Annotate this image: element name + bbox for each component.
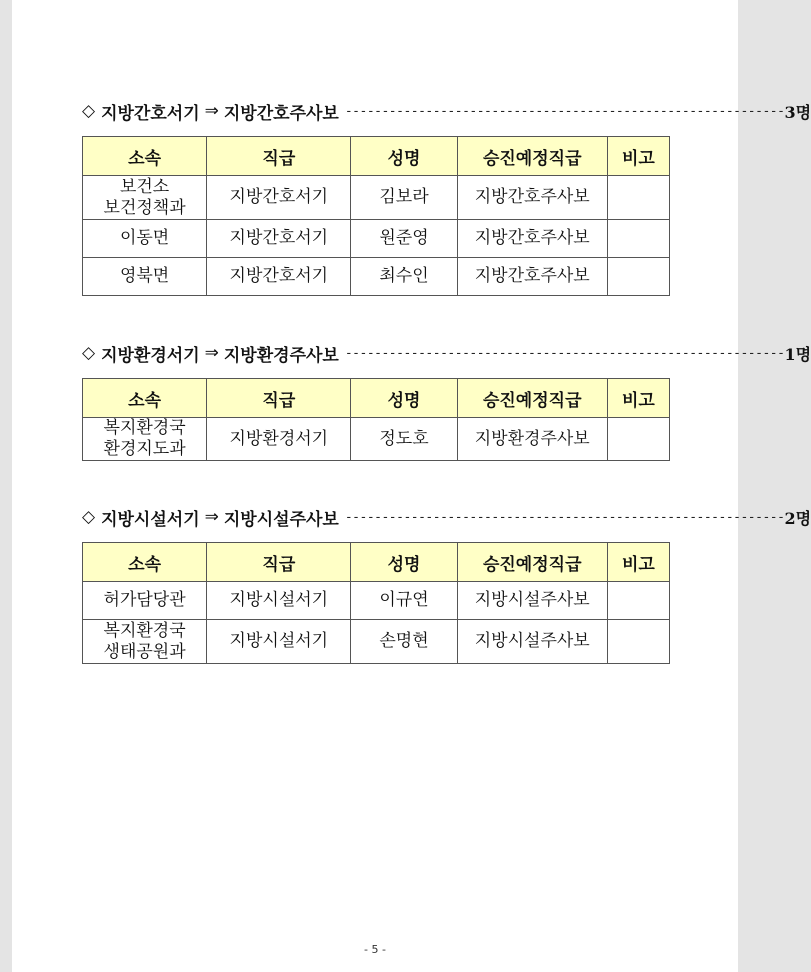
promotion-table [82, 378, 670, 461]
cell-rank: 지방시설서기 [207, 620, 351, 664]
dept-line: 보건소 [119, 176, 170, 197]
to-rank: 지방환경주사보 [223, 345, 339, 366]
cell-dept: 이동면 [83, 220, 207, 258]
diamond-bullet-icon: ◇ [82, 101, 96, 121]
diamond-bullet-icon: ◇ [82, 507, 96, 527]
section-nursing [82, 97, 811, 296]
cell-target: 지방시설주사보 [457, 620, 607, 664]
dept-line: 생태공원과 [103, 641, 186, 662]
to-rank: 지방간호주사보 [223, 103, 339, 124]
header-dept: 소속 [83, 137, 207, 176]
header-target: 승진예정직급 [457, 137, 607, 176]
header-dept: 소속 [83, 543, 207, 582]
arrow-icon: ⇒ [204, 507, 219, 527]
to-rank: 지방시설주사보 [223, 509, 339, 530]
from-rank: 지방간호서기 [101, 103, 200, 124]
cell-dept [83, 418, 207, 461]
section-heading [82, 339, 811, 367]
table-header-row [83, 137, 670, 176]
cell-rank: 지방간호서기 [207, 220, 351, 258]
cell-name: 김보라 [351, 176, 457, 220]
cell-rank: 지방환경서기 [207, 418, 351, 461]
table-row [83, 620, 670, 664]
promotion-table [82, 542, 670, 664]
cell-note [607, 620, 669, 664]
headcount: 2명 [784, 508, 811, 528]
table-header-row [83, 379, 670, 418]
cell-target: 지방간호주사보 [457, 176, 607, 220]
table-header-row [83, 543, 670, 582]
header-note: 비고 [607, 137, 669, 176]
section-facility [82, 503, 811, 664]
header-note: 비고 [607, 543, 669, 582]
header-target: 승진예정직급 [457, 379, 607, 418]
header-rank: 직급 [207, 379, 351, 418]
cell-dept: 영북면 [83, 258, 207, 296]
header-rank: 직급 [207, 137, 351, 176]
dept-line: 환경지도과 [103, 439, 186, 459]
header-target: 승진예정직급 [457, 543, 607, 582]
promotion-table [82, 136, 670, 296]
section-heading [82, 97, 811, 125]
dept-line: 복지환경국 [103, 620, 186, 641]
page-number: - 5 - [364, 943, 386, 956]
cell-rank: 지방간호서기 [207, 176, 351, 220]
table-row [83, 176, 670, 220]
dash-leader: ------------------------------------------------------------ [344, 509, 785, 525]
cell-dept [83, 620, 207, 664]
cell-target: 지방시설주사보 [457, 582, 607, 620]
headcount: 3명 [784, 102, 811, 122]
cell-note [607, 582, 669, 620]
cell-name: 손명현 [351, 620, 457, 664]
table-row [83, 220, 670, 258]
from-rank: 지방환경서기 [101, 345, 200, 366]
arrow-icon: ⇒ [204, 101, 219, 121]
dash-leader: ------------------------------------------------------------ [344, 345, 785, 361]
cell-dept [83, 176, 207, 220]
section-environment [82, 339, 811, 461]
diamond-bullet-icon: ◇ [82, 343, 96, 363]
cell-note [607, 418, 669, 461]
header-note: 비고 [607, 379, 669, 418]
header-dept: 소속 [83, 379, 207, 418]
document-page [12, 0, 811, 972]
table-row [83, 582, 670, 620]
cell-name: 최수인 [351, 258, 457, 296]
cell-name: 원준영 [351, 220, 457, 258]
table-row [83, 258, 670, 296]
cell-rank: 지방시설서기 [207, 582, 351, 620]
header-name: 성명 [351, 543, 457, 582]
header-name: 성명 [351, 137, 457, 176]
cell-target: 지방간호주사보 [457, 220, 607, 258]
from-rank: 지방시설서기 [101, 509, 200, 530]
cell-rank: 지방간호서기 [207, 258, 351, 296]
dept-line: 보건정책과 [103, 197, 186, 218]
header-name: 성명 [351, 379, 457, 418]
cell-name: 이규연 [351, 582, 457, 620]
cell-name: 정도호 [351, 418, 457, 461]
cell-note [607, 176, 669, 220]
arrow-icon: ⇒ [204, 343, 219, 363]
dash-leader: ------------------------------------------------------------ [344, 103, 785, 119]
cell-note [607, 258, 669, 296]
cell-note [607, 220, 669, 258]
cell-target: 지방간호주사보 [457, 258, 607, 296]
headcount: 1명 [784, 344, 811, 364]
dept-line: 복지환경국 [103, 418, 186, 438]
table-row [83, 418, 670, 461]
section-heading [82, 503, 811, 531]
cell-dept: 허가담당관 [83, 582, 207, 620]
header-rank: 직급 [207, 543, 351, 582]
cell-target: 지방환경주사보 [457, 418, 607, 461]
